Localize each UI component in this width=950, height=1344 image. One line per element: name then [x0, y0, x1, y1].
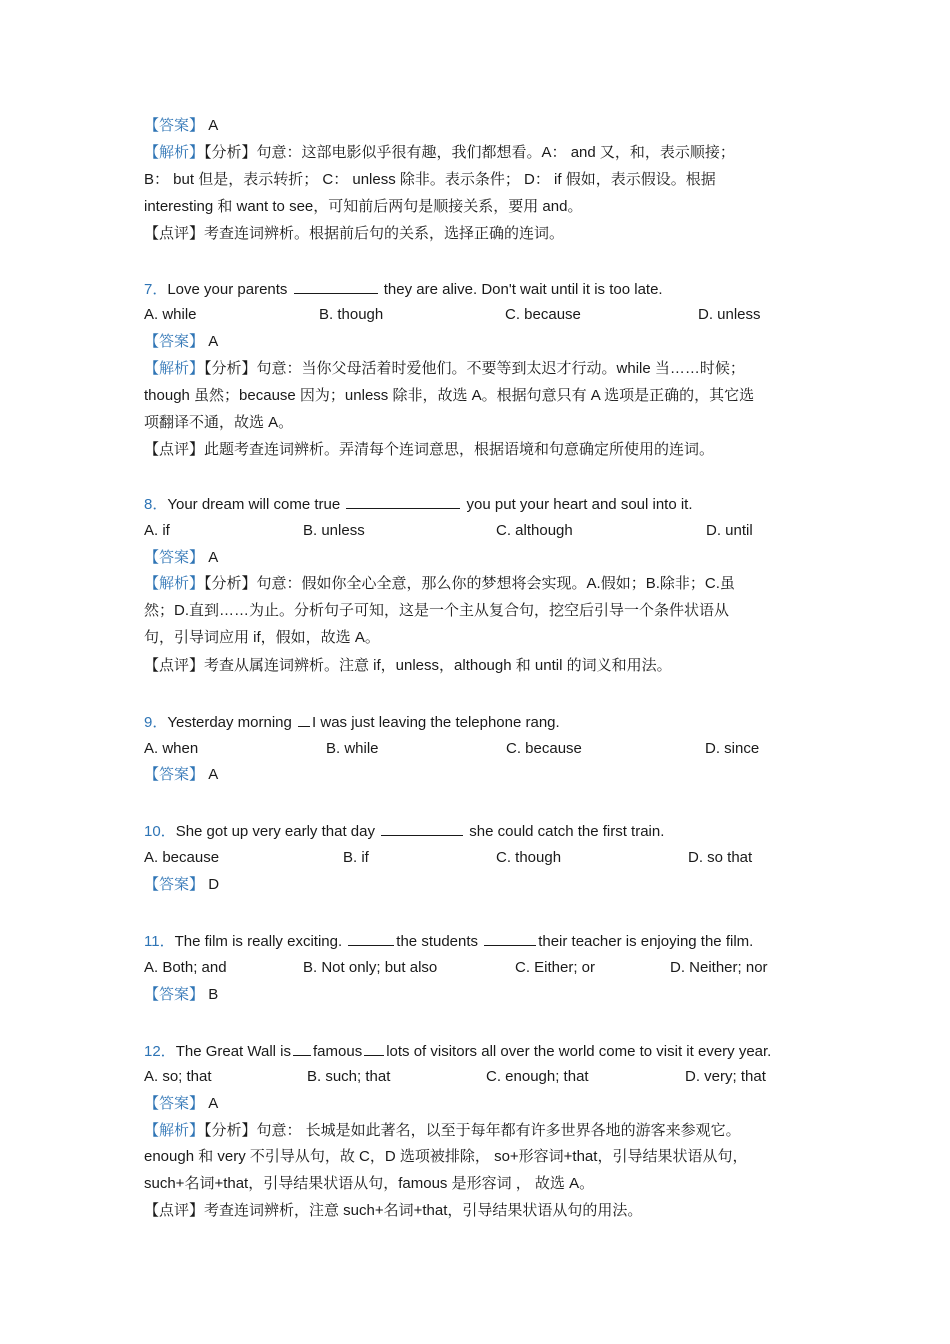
blank — [484, 931, 536, 946]
blank — [298, 712, 310, 727]
answer-line: 【答案】 B — [144, 986, 219, 1003]
option-c: C. though — [496, 849, 562, 866]
answer-line: 【答案】 D — [144, 876, 220, 893]
blank — [348, 931, 394, 946]
question-stem: 7．Love your parents they are alive. Don't wait until it is too late. — [144, 281, 663, 298]
analysis-line: interesting 和 want to see，可知前后两句是顺接关系，要用 and。 — [144, 198, 583, 215]
option-b: B. unless — [303, 522, 365, 539]
analysis-line: 【解析】【分析】句意： 长城是如此著名，以至于每年都有许多世界各地的游客来参观它。 — [144, 1122, 741, 1139]
option-a: A. while — [144, 306, 197, 323]
analysis-line: 【解析】【分析】句意：这部电影似乎很有趣，我们都想看。A： and 又，和，表示顺接； — [144, 144, 735, 161]
analysis-tag: 【解析】 — [144, 144, 205, 161]
option-b: B. Not only; but also — [303, 959, 438, 976]
comment-line: 【点评】此题考查连词辨析。弄清每个连词意思，根据语境和句意确定所使用的连词。 — [144, 441, 715, 458]
analysis-line: enough 和 very 不引导从句，故 C，D 选项被排除， so+形容词+that，引导结果状语从句， — [144, 1148, 748, 1165]
answer-tag: 【答案】 — [144, 117, 205, 134]
option-d: D. very; that — [685, 1068, 766, 1085]
comment-line: 【点评】考查连词辨析，注意 such+名词+that，引导结果状语从句的用法。 — [144, 1202, 643, 1219]
option-a: A. if — [144, 522, 170, 539]
option-c: C. enough; that — [486, 1068, 589, 1085]
answer-line: 【答案】 A — [144, 1095, 219, 1112]
answer-line: 【答案】 A — [144, 766, 219, 783]
analysis-line: such+名词+that，引导结果状语从句，famous 是形容词 ， 故选 A。 — [144, 1175, 595, 1192]
analysis-line: though 虽然；because 因为；unless 除非，故选 A。根据句意只有 A 选项是正确的，其它选 — [144, 387, 755, 404]
option-c: C. Either; or — [515, 959, 596, 976]
option-b: B. if — [343, 849, 369, 866]
option-a: A. Both; and — [144, 959, 227, 976]
analysis-line: 句，引导词应用 if，假如，故选 A。 — [144, 629, 380, 646]
blank — [293, 1041, 311, 1056]
answer-value: A — [208, 117, 219, 134]
answer-line: 【答案】 A — [144, 333, 219, 350]
option-c: C. because — [505, 306, 581, 323]
option-a: A. because — [144, 849, 220, 866]
blank — [364, 1041, 384, 1056]
analysis-line: 【解析】【分析】句意：假如你全心全意，那么你的梦想将会实现。A.假如；B.除非；C.虽 — [144, 575, 735, 592]
question-stem: 9．Yesterday morning I was just leaving the telephone rang. — [144, 714, 560, 731]
comment-line: 【点评】考查连词辨析。根据前后句的关系，选择正确的连词。 — [144, 225, 565, 242]
blank — [294, 279, 378, 294]
answer-line: 【答案】 A — [144, 549, 219, 566]
option-d: D. so that — [688, 849, 753, 866]
option-d: D. unless — [698, 306, 761, 323]
question-stem: 12．The Great Wall is famous lots of visitors all over the world come to visit it every year. — [144, 1043, 772, 1060]
question-stem: 11．The film is really exciting. the students their teacher is enjoying the film. — [144, 933, 754, 950]
option-d: D. until — [706, 522, 753, 539]
question-stem: 8．Your dream will come true you put your heart and soul into it. — [144, 496, 693, 513]
option-b: B. while — [326, 740, 379, 757]
analysis-line: 然；D.直到……为止。分析句子可知，这是一个主从复合句，挖空后引导一个条件状语从 — [144, 602, 730, 619]
analysis-line: B： but 但是，表示转折； C： unless 除非。表示条件； D： if 假如，表示假设。根据 — [144, 171, 716, 188]
option-b: B. such; that — [307, 1068, 391, 1085]
option-c: C. because — [506, 740, 582, 757]
option-d: D. since — [705, 740, 760, 757]
analysis-line: 【解析】【分析】句意：当你父母活着时爱他们。不要等到太迟才行动。while 当……时候； — [144, 360, 745, 377]
option-a: A. when — [144, 740, 199, 757]
option-b: B. though — [319, 306, 384, 323]
option-a: A. so; that — [144, 1068, 212, 1085]
analysis-line: 项翻译不通，故选 A。 — [144, 414, 294, 431]
option-c: C. although — [496, 522, 573, 539]
comment-line: 【点评】考查从属连词辨析。注意 if，unless，although 和 until 的词义和用法。 — [144, 657, 672, 674]
answer-line — [144, 116, 218, 136]
blank — [381, 821, 463, 836]
option-d: D. Neither; nor — [670, 959, 768, 976]
blank — [346, 494, 460, 509]
question-stem: 10．She got up very early that day she could catch the first train. — [144, 823, 665, 840]
